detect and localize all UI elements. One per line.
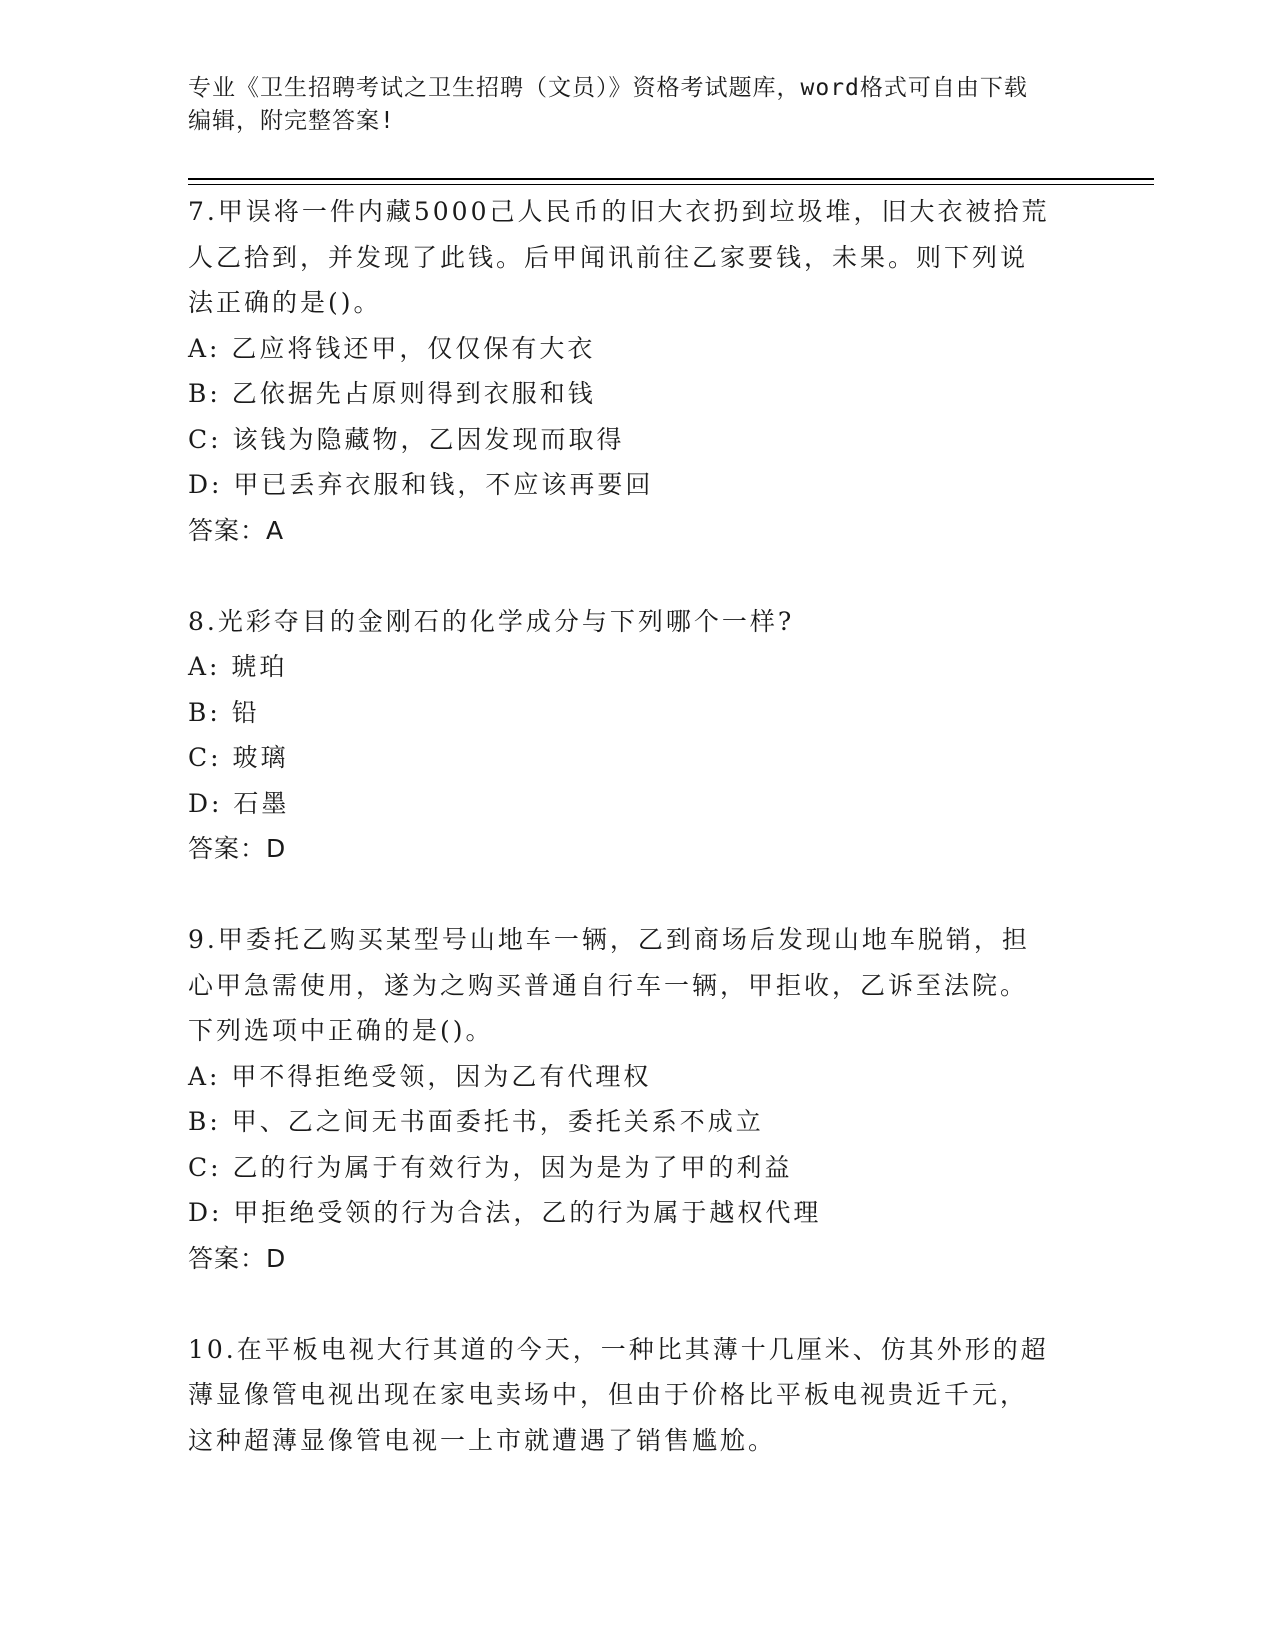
answer-label: 答案：D bbox=[188, 834, 287, 863]
question-text-line: 10.在平板电视大行其道的今天，一种比其薄十几厘米、仿其外形的超 bbox=[188, 1334, 1049, 1364]
header-divider-thin bbox=[188, 184, 1154, 185]
question-text-line: 法正确的是()。 bbox=[188, 288, 382, 317]
option-c: C: 该钱为隐藏物，乙因发现而取得 bbox=[188, 424, 625, 454]
header-line-1: 专业《卫生招聘考试之卫生招聘（文员）》资格考试题库，word格式可自由下载 bbox=[188, 75, 1028, 101]
header-line-2: 编辑，附完整答案! bbox=[188, 108, 395, 134]
question-spacer bbox=[188, 872, 1088, 918]
question-text-line: 9.甲委托乙购买某型号山地车一辆，乙到商场后发现山地车脱销，担 bbox=[188, 925, 1030, 954]
question-7 bbox=[188, 189, 1088, 553]
question-8 bbox=[188, 599, 1088, 872]
option-c: C: 玻璃 bbox=[188, 743, 289, 772]
option-c: C: 乙的行为属于有效行为，因为是为了甲的利益 bbox=[188, 1152, 793, 1182]
question-text-line: 7.甲误将一件内藏5000己人民币的旧大衣扔到垃圾堆，旧大衣被拾荒 bbox=[188, 197, 1050, 226]
question-text-line: 心甲急需使用，遂为之购买普通自行车一辆，甲拒收，乙诉至法院。 bbox=[188, 970, 1029, 1000]
question-text-line: 薄显像管电视出现在家电卖场中，但由于价格比平板电视贵近千元， bbox=[188, 1380, 1029, 1409]
question-text-line: 8.光彩夺目的金刚石的化学成分与下列哪个一样? bbox=[188, 606, 795, 636]
answer-label: 答案：D bbox=[188, 1243, 287, 1273]
option-b: B: 铅 bbox=[188, 697, 260, 727]
option-a: A: 乙应将钱还甲，仅仅保有大衣 bbox=[188, 333, 596, 363]
option-b: B: 乙依据先占原则得到衣服和钱 bbox=[188, 379, 596, 408]
document-header bbox=[188, 72, 1088, 138]
option-a: A: 甲不得拒绝受领，因为乙有代理权 bbox=[188, 1061, 652, 1091]
question-text-line: 这种超薄显像管电视一上市就遭遇了销售尴尬。 bbox=[188, 1425, 777, 1455]
option-d: D: 甲拒绝受领的行为合法，乙的行为属于越权代理 bbox=[188, 1198, 822, 1227]
option-b: B: 甲、乙之间无书面委托书，委托关系不成立 bbox=[188, 1107, 764, 1136]
question-spacer bbox=[188, 1281, 1088, 1327]
option-d: D: 石墨 bbox=[188, 788, 290, 818]
question-list bbox=[188, 189, 1088, 1463]
question-9 bbox=[188, 917, 1088, 1281]
question-text-line: 下列选项中正确的是()。 bbox=[188, 1016, 494, 1045]
option-a: A: 琥珀 bbox=[188, 652, 288, 681]
header-divider-thick bbox=[188, 178, 1154, 180]
option-d: D: 甲已丢弃衣服和钱，不应该再要回 bbox=[188, 470, 654, 499]
answer-label: 答案：A bbox=[188, 515, 285, 545]
question-text-line: 人乙拾到，并发现了此钱。后甲闻讯前往乙家要钱，未果。则下列说 bbox=[188, 242, 1029, 272]
question-10 bbox=[188, 1327, 1088, 1464]
question-spacer bbox=[188, 553, 1088, 599]
